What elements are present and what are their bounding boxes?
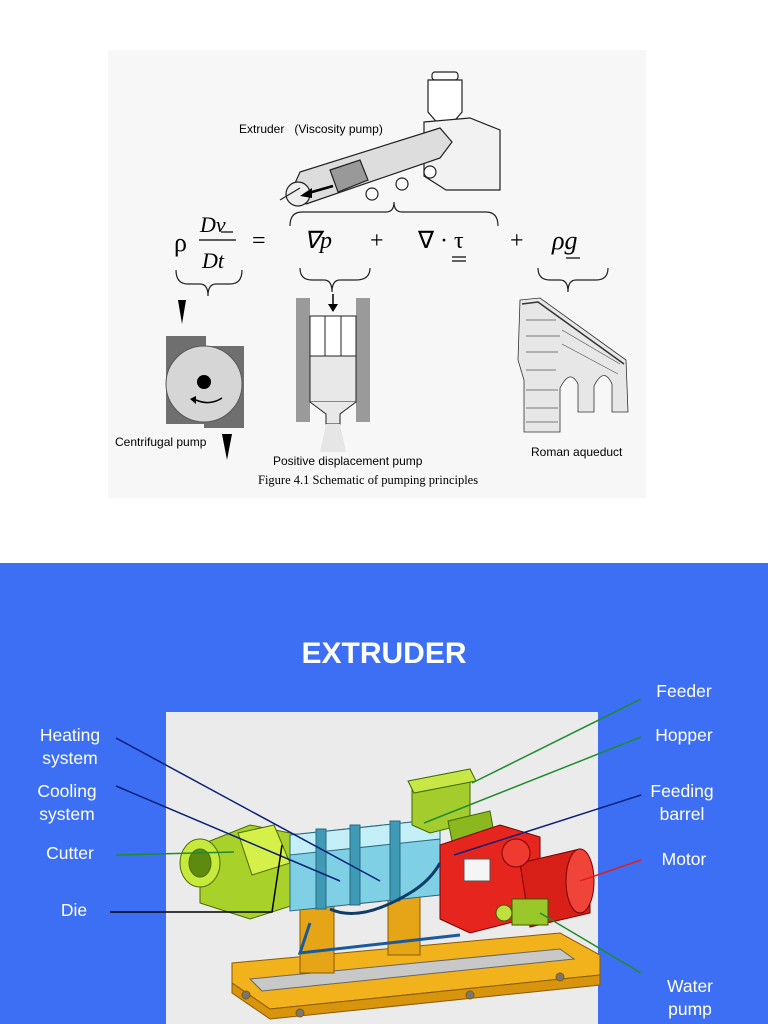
eq-plus-2: + bbox=[510, 228, 524, 254]
eq-grad-p: ∇p bbox=[304, 228, 333, 254]
positive-displacement-sketch bbox=[296, 294, 370, 452]
positive-displacement-label: Positive displacement pump bbox=[273, 454, 423, 468]
hopper-text: Hopper bbox=[655, 725, 713, 745]
extruder-sketch bbox=[280, 72, 500, 206]
label-feeder bbox=[642, 680, 726, 703]
label-feeding-barrel bbox=[640, 780, 724, 826]
heating-line-2: system bbox=[42, 748, 98, 768]
cooling-line-2: system bbox=[39, 804, 95, 824]
heating-line-1: Heating bbox=[39, 725, 101, 745]
die-text: Die bbox=[60, 900, 88, 920]
label-cutter bbox=[30, 842, 110, 865]
eq-plus-1: + bbox=[370, 228, 384, 254]
extruder-slide bbox=[0, 563, 768, 1024]
feeding-line-2: barrel bbox=[659, 804, 705, 824]
cooling-line-1: Cooling bbox=[37, 781, 97, 801]
water-line-1: Water bbox=[666, 976, 714, 996]
roman-aqueduct-label: Roman aqueduct bbox=[531, 445, 623, 459]
feeding-line-1: Feeding bbox=[650, 781, 714, 801]
figure-caption: Figure 4.1 Schematic of pumping principles bbox=[258, 473, 479, 487]
extruder-label bbox=[239, 122, 383, 136]
eq-rho-g: ρg bbox=[552, 226, 578, 255]
label-motor bbox=[642, 848, 726, 871]
feeder-text: Feeder bbox=[656, 681, 712, 701]
water-line-2: pump bbox=[668, 999, 712, 1019]
extruder-barrel bbox=[290, 819, 440, 911]
cutter-text: Cutter bbox=[46, 843, 94, 863]
extruder-brace bbox=[290, 202, 498, 226]
label-heating-system bbox=[30, 724, 110, 770]
centrifugal-pump-label: Centrifugal pump bbox=[115, 435, 207, 449]
label-hopper bbox=[642, 724, 726, 747]
roman-aqueduct-sketch bbox=[518, 298, 628, 432]
label-die bbox=[34, 899, 114, 922]
slide-title: EXTRUDER bbox=[301, 637, 467, 670]
label-cooling-system bbox=[27, 780, 107, 826]
eq-dt: Dt bbox=[202, 248, 224, 273]
eq-equals: = bbox=[252, 228, 266, 254]
viscosity-pump-text: (Viscosity pump) bbox=[294, 122, 383, 136]
extruder-text: Extruder bbox=[239, 122, 285, 136]
eq-rho: ρ bbox=[174, 228, 187, 257]
label-water-pump bbox=[648, 975, 732, 1021]
eq-div-tau: ∇ · τ bbox=[418, 228, 464, 254]
eq-dv: Dv bbox=[200, 212, 226, 237]
motor-text: Motor bbox=[661, 849, 707, 869]
